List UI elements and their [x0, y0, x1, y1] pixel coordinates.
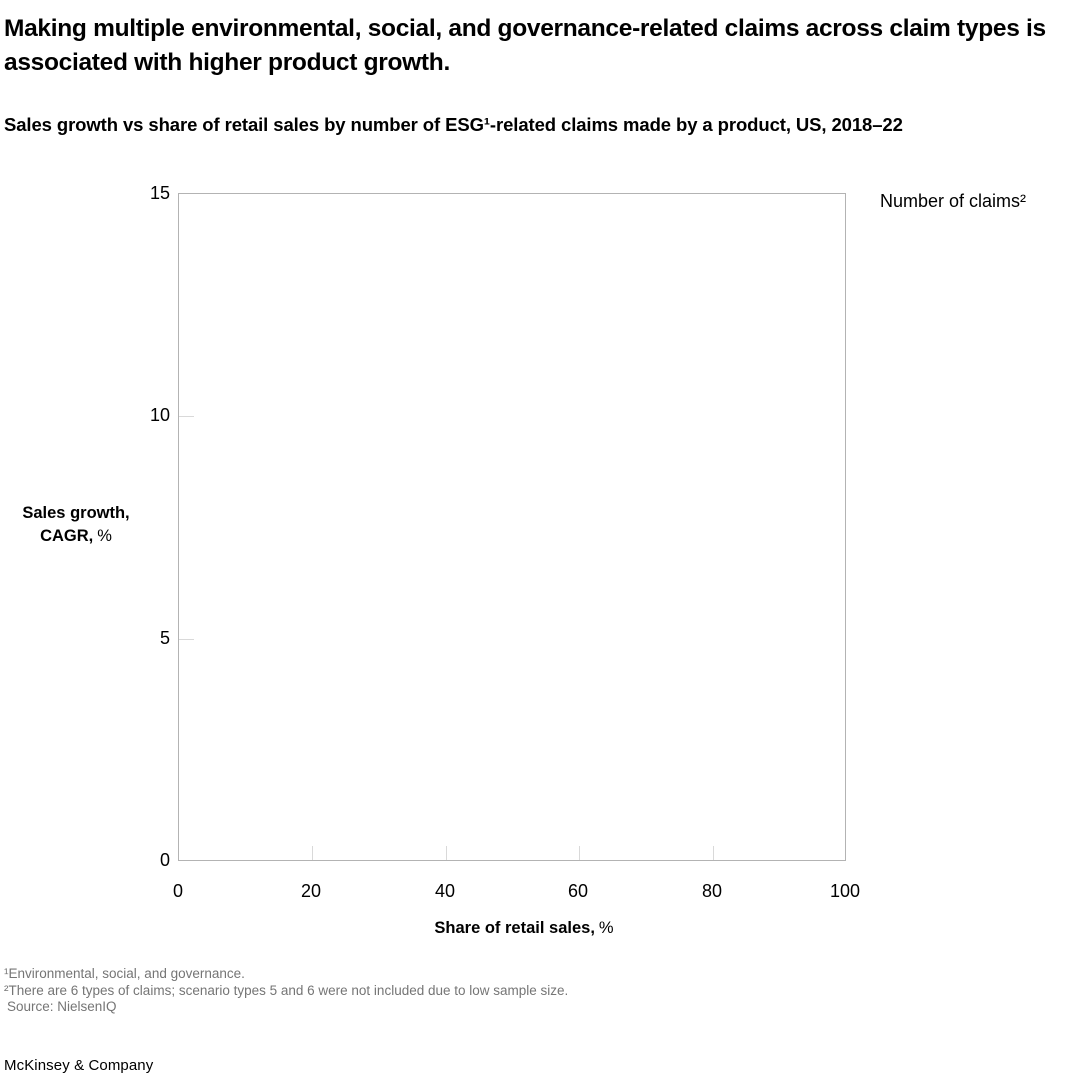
y-axis-title-line1: Sales growth,: [22, 504, 130, 522]
x-axis-tick-label: 80: [701, 881, 723, 901]
x-tick-mark: [312, 846, 313, 860]
y-tick-mark: [179, 416, 194, 417]
y-axis-title-bold: CAGR,: [40, 527, 94, 545]
y-tick-mark: [179, 639, 194, 640]
y-axis-tick-label: 10: [149, 405, 170, 425]
exhibit-subtitle: Sales growth vs share of retail sales by number of ESG¹-related claims made by a product, US, 2018–22: [4, 114, 903, 135]
x-axis-tick-label: 40: [434, 881, 456, 901]
footnote-source: Source: NielsenIQ: [7, 999, 117, 1015]
x-axis-tick-label: 60: [567, 881, 589, 901]
x-axis-tick-label: 100: [829, 881, 861, 901]
y-axis-tick-label: 5: [159, 628, 170, 648]
x-axis-tick-label: 20: [300, 881, 322, 901]
x-axis-title-unit: %: [598, 919, 614, 937]
footnote-1: ¹Environmental, social, and governance.: [4, 966, 245, 981]
exhibit-title: Making multiple environmental, social, and governance-related claims across claim types is associated with higher product growth.: [4, 15, 1046, 76]
x-tick-mark: [579, 846, 580, 860]
x-tick-mark: [713, 846, 714, 860]
legend-title: Number of claims²: [880, 191, 1027, 211]
y-axis-title-line2: [0, 525, 152, 548]
footnotes: [4, 966, 904, 1016]
x-tick-mark: [446, 846, 447, 860]
y-axis-tick-label: 0: [159, 850, 170, 870]
x-axis-title: [324, 917, 724, 939]
y-axis-tick-label: 15: [149, 183, 170, 203]
x-axis-title-bold: Share of retail sales,: [434, 919, 595, 937]
y-axis-title: [0, 502, 152, 548]
y-axis-title-unit: %: [97, 527, 112, 545]
brand-wordmark: McKinsey & Company: [4, 1057, 154, 1074]
footnote-2: ²There are 6 types of claims; scenario types 5 and 6 were not included due to low sample size.: [4, 982, 569, 998]
x-axis-tick-label: 0: [172, 881, 183, 901]
plot-area: [178, 193, 846, 861]
